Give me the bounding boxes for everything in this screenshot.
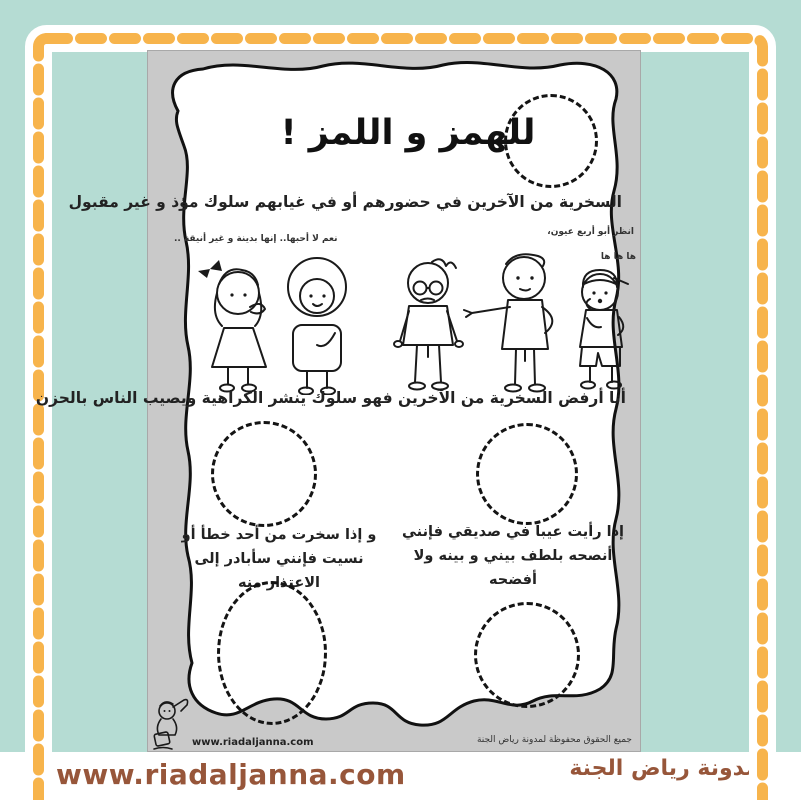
branding-site-name-arabic: مدونة رياض الجنة [569,756,759,781]
boy-laughing-cap [580,270,628,389]
speech-mocking-boys: انظر أبو أربع عيون، [547,227,634,237]
girl-whispering [198,260,266,392]
branding-site-url: www.riadaljanna.com [56,758,406,791]
speech-laughing: ها ها ها [600,252,636,262]
boy-pointing [464,254,552,391]
trace-circle-bottom-right [474,602,580,708]
advice-text-left: و إذا سخرت من أحد خطأ أو نسيت فإنني سأبادر إلى الاعتذار منه [181,527,377,591]
boy-mocked-glasses [394,259,463,389]
page-footer-url: www.riadaljanna.com [192,737,314,748]
worksheet-page [35,50,641,752]
trace-oval-bottom-left [217,581,327,725]
advice-text-right: إذا رأيت عيباً في صديقي فإنني أنصحه بلطف بيني و بينه ولا أفضحه [402,524,624,588]
girl-listening [288,258,346,395]
intro-sentence: السخرية من الآخرين في حضورهم أو في غيابهم سلوك مؤذ و غير مقبول [68,193,622,211]
speech-gossip-girls: نعم لا أحبها.. إنها بدينة و غير أنيقة .. [174,234,338,244]
cartoon-children-illustration [176,249,636,395]
worksheet-title: للهمز و اللمز ! [280,113,536,153]
page-footer-rights: جميع الحقوق محفوظة لمدونة رياض الجنة [476,735,632,745]
trace-circle-mid-right [476,423,578,525]
trace-circle-top [504,94,598,188]
branding-strip [0,752,801,800]
statement-sentence: أنا أرفض السخرية من الآخرين فهو سلوك ينشر الكراهية ويصيب الناس بالحزن [35,389,626,407]
riadaljanna-kid-logo-icon [151,697,195,751]
trace-circle-mid-left [211,421,317,527]
